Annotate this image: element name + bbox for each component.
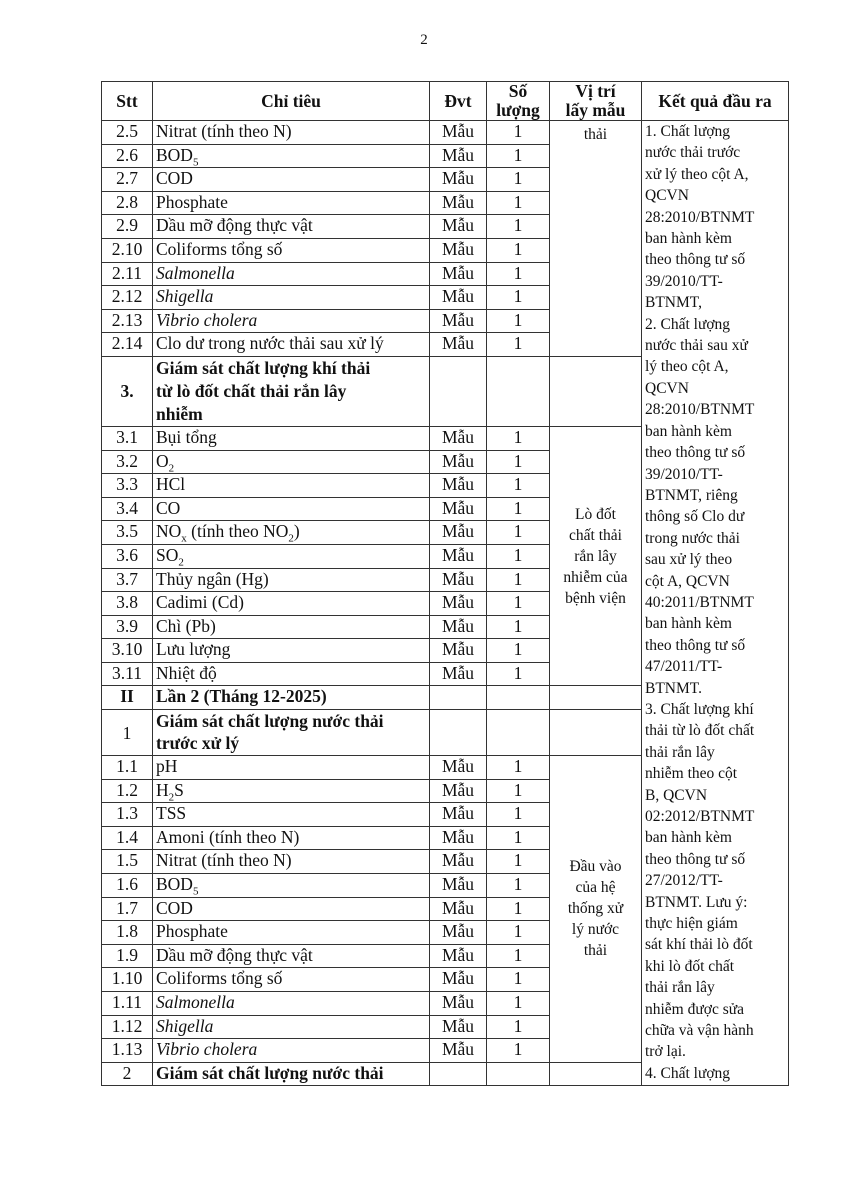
row-quantity: 1	[487, 168, 550, 192]
row-quantity: 1	[487, 121, 550, 145]
indicator-text: Vibrio cholera	[156, 309, 258, 330]
row-quantity: 1	[487, 191, 550, 215]
subscript: 5	[192, 885, 199, 898]
indicator-name	[153, 968, 430, 992]
output-result-line: sau xử lý theo	[645, 551, 733, 569]
row-stt: 1.13	[102, 1039, 153, 1063]
indicator-text: SO	[156, 544, 179, 565]
row-unit: Mẫu	[430, 615, 487, 639]
empty-cell	[550, 1062, 642, 1086]
row-unit: Mẫu	[430, 168, 487, 192]
row-quantity: 1	[487, 262, 550, 286]
row-unit: Mẫu	[430, 286, 487, 310]
row-stt: 3.6	[102, 544, 153, 568]
row-unit: Mẫu	[430, 897, 487, 921]
empty-cell	[550, 356, 642, 426]
indicator-text: NO	[156, 521, 182, 542]
indicator-name	[153, 992, 430, 1016]
row-stt: 3.10	[102, 639, 153, 663]
row-stt: 3.1	[102, 426, 153, 450]
indicator-name	[153, 921, 430, 945]
indicator-text: Phosphate	[156, 191, 228, 212]
header-chi-tieu: Chỉ tiêu	[153, 82, 430, 121]
row-unit: Mẫu	[430, 474, 487, 498]
indicator-name	[153, 333, 430, 357]
row-quantity: 1	[487, 568, 550, 592]
row-stt: 3.9	[102, 615, 153, 639]
row-quantity: 1	[487, 992, 550, 1016]
row-stt: 2.8	[102, 191, 153, 215]
row-unit: Mẫu	[430, 968, 487, 992]
output-result-line: thông số Clo dư	[645, 508, 745, 526]
indicator-name	[153, 803, 430, 827]
row-unit: Mẫu	[430, 944, 487, 968]
row-quantity: 1	[487, 238, 550, 262]
indicator-text: TSS	[156, 803, 187, 824]
row-quantity: 1	[487, 333, 550, 357]
output-result-line: khi lò đốt chất	[645, 957, 735, 975]
sampling-location-line: bệnh viện	[565, 589, 626, 607]
indicator-name	[153, 521, 430, 545]
section-title-line: từ lò đốt chất thải rắn lây	[156, 380, 347, 401]
subscript: 2	[288, 532, 294, 545]
indicator-text: pH	[156, 756, 178, 777]
indicator-text: Vibrio cholera	[156, 1039, 258, 1060]
row-unit: Mẫu	[430, 756, 487, 780]
sampling-location-line: rắn lây	[574, 547, 617, 565]
indicator-name	[153, 897, 430, 921]
row-unit: Mẫu	[430, 874, 487, 898]
sampling-location-line: nhiễm của	[563, 568, 628, 586]
empty-cell	[487, 686, 550, 710]
indicator-text: COD	[156, 897, 193, 918]
row-quantity: 1	[487, 215, 550, 239]
row-quantity: 1	[487, 544, 550, 568]
row-stt: 1.5	[102, 850, 153, 874]
indicator-text: Salmonella	[156, 262, 235, 283]
sampling-location-line: chất thải	[569, 526, 622, 544]
header-so-luong-line1: Số	[508, 81, 528, 101]
row-stt: 1.3	[102, 803, 153, 827]
indicator-text-tail: S	[174, 779, 184, 800]
section-stt: 3.	[102, 356, 153, 426]
header-vi-tri-line2: lấy mẫu	[565, 100, 626, 120]
output-result-line: BTNMT,	[645, 294, 702, 312]
output-result-line: theo thông tư số	[645, 636, 746, 654]
output-result-line: theo thông tư số	[645, 850, 746, 868]
indicator-text: Shigella	[156, 1015, 214, 1036]
row-stt: 2.13	[102, 309, 153, 333]
indicator-name	[153, 544, 430, 568]
table-row	[102, 121, 789, 145]
indicator-name	[153, 497, 430, 521]
row-unit: Mẫu	[430, 215, 487, 239]
indicator-name	[153, 238, 430, 262]
subscript: 5	[192, 156, 199, 168]
row-unit: Mẫu	[430, 803, 487, 827]
row-unit: Mẫu	[430, 191, 487, 215]
row-stt: 1.1	[102, 756, 153, 780]
header-stt: Stt	[102, 82, 153, 121]
empty-cell	[430, 1062, 487, 1086]
page-number: 2	[420, 32, 428, 48]
output-result-line: 28:2010/BTNMT	[645, 401, 755, 419]
section-title: Giám sát chất lượng nước thải	[153, 1062, 430, 1086]
section-title	[153, 356, 430, 426]
indicator-text: Chì (Pb)	[156, 615, 216, 636]
subscript: 2	[168, 462, 175, 474]
row-quantity: 1	[487, 756, 550, 780]
indicator-name	[153, 639, 430, 663]
output-result-line: trở lại.	[645, 1043, 686, 1061]
indicator-text: Nitrat (tính theo N)	[156, 121, 292, 141]
indicator-name	[153, 262, 430, 286]
row-quantity: 1	[487, 521, 550, 545]
row-unit: Mẫu	[430, 639, 487, 663]
row-unit: Mẫu	[430, 592, 487, 616]
output-result-line: 27/2012/TT-	[645, 872, 723, 890]
empty-cell	[430, 686, 487, 710]
output-result-line: nhiễm được sửa	[645, 1000, 745, 1018]
indicator-name	[153, 215, 430, 239]
indicator-name	[153, 309, 430, 333]
row-unit: Mẫu	[430, 992, 487, 1016]
row-unit: Mẫu	[430, 544, 487, 568]
output-result-line: ban hành kèm	[645, 615, 732, 633]
row-unit: Mẫu	[430, 144, 487, 168]
output-result-line: 1. Chất lượng	[645, 123, 731, 140]
row-stt: 2.6	[102, 144, 153, 168]
subscript: x	[181, 532, 187, 545]
sampling-location-line: thống xử	[567, 900, 624, 918]
sampling-location-line: Lò đốt	[575, 505, 616, 523]
row-unit: Mẫu	[430, 779, 487, 803]
output-result-line: B, QCVN	[645, 786, 708, 804]
row-quantity: 1	[487, 944, 550, 968]
row-stt: 3.8	[102, 592, 153, 616]
indicator-name	[153, 756, 430, 780]
empty-cell	[487, 1062, 550, 1086]
row-quantity: 1	[487, 592, 550, 616]
sampling-location-line: Đầu vào	[569, 858, 622, 876]
indicator-text: CO	[156, 497, 181, 518]
row-stt: 1.6	[102, 874, 153, 898]
indicator-text: Dầu mỡ động thực vật	[156, 944, 313, 965]
output-result-line: nước thải trước	[645, 144, 741, 162]
row-unit: Mẫu	[430, 521, 487, 545]
row-stt: 3.7	[102, 568, 153, 592]
section-stt: II	[102, 686, 153, 710]
output-result-line: ban hành kèm	[645, 422, 732, 440]
row-unit: Mẫu	[430, 262, 487, 286]
output-result-line: 47/2011/TT-	[645, 658, 723, 676]
output-result-line: sát khí thải lò đốt	[645, 936, 753, 954]
subscript: 2	[178, 556, 184, 568]
row-quantity: 1	[487, 803, 550, 827]
indicator-text-tail: (tính theo NO	[186, 521, 289, 542]
indicator-text: Lưu lượng	[156, 639, 231, 660]
sampling-location-line: lý nước	[571, 921, 620, 939]
row-unit: Mẫu	[430, 450, 487, 474]
row-unit: Mẫu	[430, 662, 487, 686]
row-stt: 2.11	[102, 262, 153, 286]
header-so-luong-line2: lượng	[496, 100, 540, 120]
output-result-line: 39/2010/TT-	[645, 272, 723, 290]
row-stt: 3.11	[102, 662, 153, 686]
output-result-line: thực hiện giám	[645, 915, 738, 933]
row-quantity: 1	[487, 662, 550, 686]
indicator-text: Thủy ngân (Hg)	[156, 568, 269, 589]
indicator-text: Shigella	[156, 286, 214, 307]
monitoring-table	[101, 81, 789, 1086]
empty-cell	[550, 686, 642, 710]
row-unit: Mẫu	[430, 850, 487, 874]
indicator-text: HCl	[156, 474, 186, 495]
row-quantity: 1	[487, 779, 550, 803]
indicator-text: Nhiệt độ	[156, 662, 217, 683]
row-unit: Mẫu	[430, 826, 487, 850]
indicator-text: COD	[156, 168, 193, 189]
output-result-line: theo thông tư số	[645, 251, 746, 269]
header-ket-qua: Kết quả đầu ra	[642, 82, 789, 121]
output-result-line: chữa và vận hành	[645, 1022, 754, 1040]
row-quantity: 1	[487, 968, 550, 992]
row-stt: 3.2	[102, 450, 153, 474]
output-result-line: xử lý theo cột A,	[645, 165, 749, 183]
row-quantity: 1	[487, 1015, 550, 1039]
sampling-location	[550, 426, 642, 686]
row-stt: 3.5	[102, 521, 153, 545]
indicator-text: Phosphate	[156, 921, 228, 942]
indicator-name	[153, 850, 430, 874]
row-quantity: 1	[487, 286, 550, 310]
row-unit: Mẫu	[430, 426, 487, 450]
indicator-text: Salmonella	[156, 992, 235, 1012]
row-unit: Mẫu	[430, 1039, 487, 1063]
indicator-name	[153, 826, 430, 850]
header-dvt: Đvt	[430, 82, 487, 121]
row-stt: 1.4	[102, 826, 153, 850]
row-stt: 1.7	[102, 897, 153, 921]
output-result-line: 40:2011/BTNMT	[645, 593, 754, 611]
empty-cell	[430, 710, 487, 756]
output-result-line: 39/2010/TT-	[645, 465, 723, 483]
row-unit: Mẫu	[430, 309, 487, 333]
output-result-line: BTNMT, riêng	[645, 486, 738, 504]
indicator-text: BOD	[156, 874, 193, 895]
indicator-name	[153, 144, 430, 168]
output-result-line: thải rắn lây	[645, 743, 715, 761]
sampling-location-line: thải	[583, 942, 608, 960]
indicator-text: H	[156, 779, 169, 800]
indicator-text-end: )	[293, 521, 300, 542]
row-stt: 1.10	[102, 968, 153, 992]
output-result	[642, 121, 789, 1086]
output-result-line: 4. Chất lượng	[645, 1064, 731, 1082]
row-stt: 1.2	[102, 779, 153, 803]
row-unit: Mẫu	[430, 121, 487, 145]
sampling-location-line: của hệ	[575, 879, 616, 897]
indicator-name	[153, 592, 430, 616]
output-result-line: trong nước thải	[645, 529, 740, 547]
row-stt: 3.3	[102, 474, 153, 498]
indicator-name	[153, 944, 430, 968]
indicator-text: Dầu mỡ động thực vật	[156, 215, 313, 236]
row-stt: 2.9	[102, 215, 153, 239]
output-result-line: QCVN	[645, 379, 689, 397]
row-stt: 2.7	[102, 168, 153, 192]
empty-cell	[487, 710, 550, 756]
indicator-text: Coliforms tổng số	[156, 238, 283, 259]
indicator-name	[153, 568, 430, 592]
indicator-name	[153, 662, 430, 686]
header-vi-tri	[550, 82, 642, 121]
row-unit: Mẫu	[430, 333, 487, 357]
row-unit: Mẫu	[430, 1015, 487, 1039]
row-quantity: 1	[487, 474, 550, 498]
row-stt: 2.14	[102, 333, 153, 357]
sampling-location-line: thải	[583, 126, 608, 143]
section-title	[153, 710, 430, 756]
row-quantity: 1	[487, 639, 550, 663]
header-so-luong	[487, 82, 550, 121]
indicator-text: Coliforms tổng số	[156, 968, 283, 989]
row-quantity: 1	[487, 144, 550, 168]
row-unit: Mẫu	[430, 497, 487, 521]
indicator-name	[153, 450, 430, 474]
output-result-line: nhiễm theo cột	[645, 765, 738, 783]
output-result-line: theo thông tư số	[645, 444, 746, 462]
output-result-line: 28:2010/BTNMT	[645, 208, 755, 226]
row-stt: 1.8	[102, 921, 153, 945]
row-quantity: 1	[487, 826, 550, 850]
output-result-line: QCVN	[645, 187, 689, 205]
sampling-location	[550, 121, 642, 357]
indicator-name	[153, 191, 430, 215]
indicator-text: O	[156, 450, 169, 471]
indicator-name	[153, 286, 430, 310]
indicator-text: BOD	[156, 144, 193, 165]
indicator-name	[153, 615, 430, 639]
row-unit: Mẫu	[430, 238, 487, 262]
indicator-text: Bụi tổng	[156, 426, 217, 447]
row-quantity: 1	[487, 497, 550, 521]
row-quantity: 1	[487, 309, 550, 333]
section-title: Lần 2 (Tháng 12-2025)	[153, 686, 430, 710]
row-quantity: 1	[487, 450, 550, 474]
output-result-line: cột A, QCVN	[645, 572, 730, 590]
row-stt: 2.12	[102, 286, 153, 310]
output-result-line: 02:2012/BTNMT	[645, 808, 755, 825]
indicator-name	[153, 121, 430, 145]
row-stt: 1.9	[102, 944, 153, 968]
empty-cell	[487, 356, 550, 426]
output-result-line: thải từ lò đốt chất	[645, 722, 755, 740]
output-result-line: 3. Chất lượng khí	[645, 700, 754, 718]
indicator-name	[153, 874, 430, 898]
header-vi-tri-line1: Vị trí	[575, 81, 616, 101]
indicator-text: Nitrat (tính theo N)	[156, 850, 292, 871]
row-quantity: 1	[487, 874, 550, 898]
indicator-name	[153, 426, 430, 450]
header-row	[102, 82, 789, 121]
section-stt: 2	[102, 1062, 153, 1086]
row-unit: Mẫu	[430, 568, 487, 592]
output-result-line: ban hành kèm	[645, 829, 732, 847]
section-stt: 1	[102, 710, 153, 756]
row-quantity: 1	[487, 921, 550, 945]
section-title-line: Giám sát chất lượng khí thải	[156, 357, 371, 378]
indicator-name	[153, 1015, 430, 1039]
row-quantity: 1	[487, 1039, 550, 1063]
indicator-text: Clo dư trong nước thải sau xử lý	[156, 333, 384, 354]
row-unit: Mẫu	[430, 921, 487, 945]
section-title-line: trước xử lý	[156, 733, 240, 754]
row-quantity: 1	[487, 615, 550, 639]
section-title-line: Giám sát chất lượng nước thải	[156, 711, 384, 732]
indicator-name	[153, 1039, 430, 1063]
empty-cell	[550, 710, 642, 756]
output-result-line: thải rắn lây	[645, 979, 715, 997]
indicator-name	[153, 474, 430, 498]
empty-cell	[430, 356, 487, 426]
output-result-line: 2. Chất lượng	[645, 315, 731, 333]
section-title-line: nhiễm	[156, 403, 203, 424]
output-result-line: BTNMT.	[645, 679, 702, 697]
row-quantity: 1	[487, 897, 550, 921]
output-result-line: nước thải sau xử	[645, 337, 748, 355]
subscript: 2	[168, 791, 175, 803]
row-stt: 2.5	[102, 121, 153, 145]
row-stt: 1.12	[102, 1015, 153, 1039]
row-stt: 2.10	[102, 238, 153, 262]
sampling-location	[550, 756, 642, 1063]
indicator-text: Cadimi (Cd)	[156, 592, 244, 613]
output-result-line: lý theo cột A,	[645, 358, 729, 376]
row-quantity: 1	[487, 850, 550, 874]
indicator-text: Amoni (tính theo N)	[156, 826, 300, 847]
output-result-line: BTNMT. Lưu ý:	[645, 893, 748, 911]
row-quantity: 1	[487, 426, 550, 450]
row-stt: 1.11	[102, 992, 153, 1016]
indicator-name	[153, 168, 430, 192]
row-stt: 3.4	[102, 497, 153, 521]
output-result-line: ban hành kèm	[645, 230, 732, 248]
indicator-name	[153, 779, 430, 803]
